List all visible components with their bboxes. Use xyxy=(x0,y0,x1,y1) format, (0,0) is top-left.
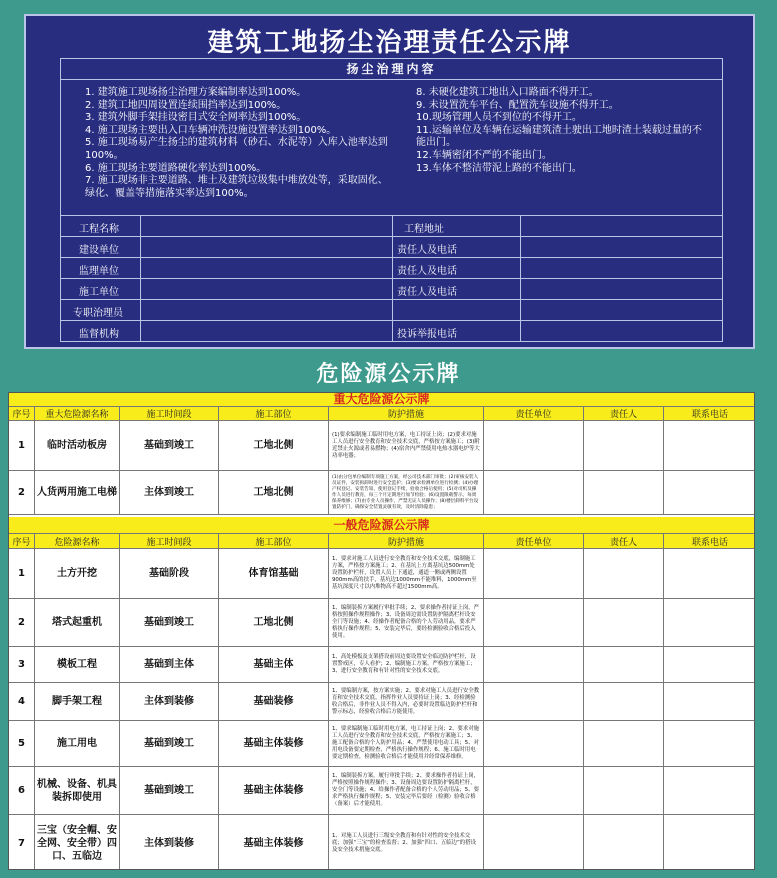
construction-period: 主体到装修 xyxy=(120,815,219,870)
construction-location: 基础主体 xyxy=(219,647,329,682)
construction-period: 基础到竣工 xyxy=(120,721,219,766)
responsible-unit-cell xyxy=(484,767,584,814)
hazard-board-title: 危险源公示牌 xyxy=(316,362,461,387)
rule-item: 10.现场管理人员不到位的不得开工。 xyxy=(416,112,582,124)
rule-item: 13.车体不整洁带泥上路的不能出门。 xyxy=(416,162,582,174)
col-header: 施工时间段 xyxy=(120,534,219,548)
col-header: 施工部位 xyxy=(219,407,329,420)
hazard-name: 土方开挖 xyxy=(35,549,120,598)
row-number: 5 xyxy=(9,721,35,766)
col-header: 责任人 xyxy=(584,534,664,548)
protective-measures: 1、要求编制施工临时用电方案，电工持证上岗；2、要求对施工人员进行安全教育和安全技术交底，严格按方案施工；3、施工配备合格的个人防护用品；4、严禁使用电动工具；5、对用电设备要定期检查，严格执行操作规程；6、施工临时用电要定期检查，检测验收合格后才能使用并经常保养维修。 xyxy=(329,721,484,766)
rules-left-list xyxy=(85,87,390,200)
responsible-unit-cell xyxy=(484,683,584,720)
construction-location: 工地北侧 xyxy=(219,471,329,514)
rule-item: 7. 施工现场非主要道路、堆土及建筑垃圾集中堆放处等，采取固化、绿化、覆盖等措施落实率达到100%。 xyxy=(85,175,388,199)
hazard-name: 三宝（安全帽、安全网、安全带）四口、五临边 xyxy=(35,815,120,870)
responsible-person-cell xyxy=(584,683,664,720)
col-header: 重大危险源名称 xyxy=(35,407,120,420)
protective-measures: 1、要编制方案，按方案实施；2、要求对施工人员进行安全教育和安全技术交底，指挥作业人员要持证上岗；3、经检测验收合格后，非作业人员不得入内，必要时设置临边防护栏杆和警示标志，经验收合格后方能使用。 xyxy=(329,683,484,720)
major-hazard-row xyxy=(9,421,754,471)
info-label: 监理单位 xyxy=(79,266,119,277)
responsible-unit-cell xyxy=(484,647,584,682)
rule-item: 1. 建筑施工现场扬尘治理方案编制率达到100%。 xyxy=(85,87,307,98)
rule-item: 4. 施工现场主要出入口车辆冲洗设施设置率达到100%。 xyxy=(85,124,337,136)
responsible-person-cell xyxy=(584,471,664,514)
section-title: 扬尘治理内容 xyxy=(61,59,722,80)
rule-item: 8. 未硬化建筑工地出入口路面不得开工。 xyxy=(416,87,599,98)
info-label: 责任人及电话 xyxy=(397,266,457,277)
construction-period: 主体到竣工 xyxy=(120,471,219,514)
board-title: 建筑工地扬尘治理责任公示牌 xyxy=(207,28,572,58)
contact-phone-cell xyxy=(664,683,755,720)
dust-control-board xyxy=(24,14,755,349)
info-label: 责任人及电话 xyxy=(397,287,457,298)
responsible-unit-cell xyxy=(484,599,584,646)
info-label: 投诉举报电话 xyxy=(397,329,457,340)
hazard-name: 临时活动板房 xyxy=(35,421,120,470)
contact-phone-cell xyxy=(664,549,755,598)
construction-location: 工地北侧 xyxy=(219,421,329,470)
col-header: 防护措施 xyxy=(329,407,484,420)
row-number: 1 xyxy=(9,549,35,598)
contact-phone-cell xyxy=(664,721,755,766)
responsible-person-cell xyxy=(584,599,664,646)
info-label: 施工单位 xyxy=(79,287,119,298)
row-number: 4 xyxy=(9,683,35,720)
construction-location: 基础装修 xyxy=(219,683,329,720)
general-header-row xyxy=(9,533,754,549)
info-label: 监督机构 xyxy=(79,329,119,340)
hazard-board xyxy=(8,392,755,870)
general-hazard-row xyxy=(9,599,754,647)
major-header-row xyxy=(9,406,754,421)
contact-phone-cell xyxy=(664,647,755,682)
col-header: 施工时间段 xyxy=(120,407,219,420)
col-header: 防护措施 xyxy=(329,534,484,548)
rule-item: 2. 建筑工地四周设置连续围挡率达到100%。 xyxy=(85,99,287,111)
protective-measures: 1、编制装拆方案履行审批手续；2、要求操作者持证上岗，严格按照操作规程操作；3、设备周边需设置防护隔离栏杆设安全门等设施；4、经操作者配备合格的个人劳动用品，要求严格执行操作规程；5、安装完毕后，要经检测验收合格后投入使用。 xyxy=(329,599,484,646)
protective-measures: (1)要求编制施工临时用电方案，电工持证上岗；(2)要求对施工人员进行安全教育和安全技术交底，严格按方案施工；(3)附近禁止火源或者易燃物；(4)宿舍内严禁使用电热水器电炉等大功率电器； xyxy=(329,421,484,470)
responsible-person-cell xyxy=(584,549,664,598)
construction-location: 体育馆基础 xyxy=(219,549,329,598)
construction-period: 基础到竣工 xyxy=(120,421,219,470)
construction-period: 基础到竣工 xyxy=(120,767,219,814)
col-header: 责任单位 xyxy=(484,407,584,420)
responsible-unit-cell xyxy=(484,471,584,514)
rule-item: 6. 施工现场主要道路硬化率达到100%。 xyxy=(85,162,267,174)
protective-measures: 1、编制装拆方案，履行审批手续；2、要求操作者持证上岗，严格按照操作规程操作；3、设备周边要设置防护隔离栏杆，安全门等设施；4、给操作者配备合格的个人劳动用品；5、要求严格执行操作规程；5、安装完毕后要经（检测）验收合格（备案）后才能使用。 xyxy=(329,767,484,814)
protective-measures: 1、对施工人员进行三级安全教育和有针对性的安全技术交底；加强“三宝”的检查监督；2、加强“四口、五临边”的搭设及安全技术措施交底。 xyxy=(329,815,484,870)
hazard-name: 塔式起重机 xyxy=(35,599,120,646)
rule-item: 12.车辆密闭不严的不能出门。 xyxy=(416,149,552,161)
general-hazard-title: 一般危险源公示牌 xyxy=(9,517,754,533)
hazard-name: 机械、设备、机具装拆即使用 xyxy=(35,767,120,814)
protective-measures: 1、高处模板及支架搭设前周边要设置安全临边防护栏杆，设置警戒区，专人看护；2、编制施工方案，严格按方案施工；3、进行安全教育和有针对性的安全技术交底。 xyxy=(329,647,484,682)
construction-location: 基础主体装修 xyxy=(219,721,329,766)
hazard-name: 人货两用施工电梯 xyxy=(35,471,120,514)
row-number: 2 xyxy=(9,471,35,514)
general-hazard-row xyxy=(9,683,754,721)
major-hazard-title: 重大危险源公示牌 xyxy=(9,393,754,406)
responsible-person-cell xyxy=(584,421,664,470)
row-number: 3 xyxy=(9,647,35,682)
rule-item: 5. 施工现场易产生扬尘的建筑材料（砂石、水泥等）入库入池率达到100%。 xyxy=(85,137,388,161)
responsible-person-cell xyxy=(584,815,664,870)
col-header: 责任人 xyxy=(584,407,664,420)
contact-phone-cell xyxy=(664,599,755,646)
rule-item: 11.运输单位及车辆在运输建筑渣土驶出工地时渣土装载过量的不能出门。 xyxy=(416,124,702,149)
contact-phone-cell xyxy=(664,421,755,470)
row-number: 1 xyxy=(9,421,35,470)
general-hazard-row xyxy=(9,549,754,599)
hazard-name: 脚手架工程 xyxy=(35,683,120,720)
col-header: 责任单位 xyxy=(484,534,584,548)
hazard-name: 施工用电 xyxy=(35,721,120,766)
contact-phone-cell xyxy=(664,815,755,870)
col-header: 联系电话 xyxy=(691,537,728,548)
rules-right-list xyxy=(416,87,706,175)
construction-period: 基础阶段 xyxy=(120,549,219,598)
construction-period: 基础到竣工 xyxy=(120,599,219,646)
col-header: 施工部位 xyxy=(219,534,329,548)
construction-period: 主体到装修 xyxy=(120,683,219,720)
col-header: 序号 xyxy=(9,534,35,548)
protective-measures: (1)由分包单位编制专项施工方案，经公司技术部门审批；(2)审核安装人员证件，安装拆卸时进行安全监护；(3)要求检测单位进行检测；(4)办理产权登记、安装告知、使用登记手续，验收合格后使用；(5)对司机及操作人员进行教育，每三个月定期进行加节检验；(6)设置限载警示，每周保养维修；(7)由专业人员操作，严禁无证人员操作；(8)楼层卸料平台设置防护门，确保安全装置灵敏有效，及时清除隐患； xyxy=(329,471,484,514)
info-label: 工程地址 xyxy=(404,224,444,235)
construction-location: 基础主体装修 xyxy=(219,815,329,870)
responsible-unit-cell xyxy=(484,815,584,870)
info-label: 工程名称 xyxy=(79,224,119,235)
row-number: 7 xyxy=(9,815,35,870)
protective-measures: 1、要求对施工人员进行安全教育和安全技术交底，编制施工方案，严格按方案施工；2、在基坑上方离基坑边500mm处设置防护栏杆，设置人员上下通道，通道一侧或两侧设置900mm高的扶手，基坑边1000mm不能堆料，1000mm至基坑深度尺寸以内堆物高不超过1500mm高。 xyxy=(329,549,484,598)
col-header: 序号 xyxy=(9,407,35,420)
info-label: 专职治理员 xyxy=(73,308,123,319)
construction-period: 基础到主体 xyxy=(120,647,219,682)
responsible-person-cell xyxy=(584,647,664,682)
row-number: 2 xyxy=(9,599,35,646)
contact-phone-cell xyxy=(664,471,755,514)
info-label: 建设单位 xyxy=(79,245,119,256)
general-hazard-row xyxy=(9,647,754,683)
row-number: 6 xyxy=(9,767,35,814)
general-hazard-row xyxy=(9,815,754,870)
hazard-name: 模板工程 xyxy=(35,647,120,682)
contact-phone-cell xyxy=(664,767,755,814)
project-info-grid xyxy=(61,215,722,341)
responsible-unit-cell xyxy=(484,549,584,598)
responsible-person-cell xyxy=(584,721,664,766)
responsible-person-cell xyxy=(584,767,664,814)
general-hazard-row xyxy=(9,721,754,767)
col-header: 联系电话 xyxy=(691,410,728,420)
major-hazard-row xyxy=(9,471,754,515)
rule-item: 3. 建筑外脚手架挂设密目式安全网率达到100%。 xyxy=(85,112,307,124)
construction-location: 基础主体装修 xyxy=(219,767,329,814)
col-header: 危险源名称 xyxy=(35,534,120,548)
dust-control-content-frame xyxy=(60,58,723,342)
rule-item: 9. 未设置洗车平台、配置洗车设施不得开工。 xyxy=(416,99,619,111)
info-label: 责任人及电话 xyxy=(397,245,457,256)
general-hazard-row xyxy=(9,767,754,815)
construction-location: 工地北侧 xyxy=(219,599,329,646)
responsible-unit-cell xyxy=(484,721,584,766)
responsible-unit-cell xyxy=(484,421,584,470)
